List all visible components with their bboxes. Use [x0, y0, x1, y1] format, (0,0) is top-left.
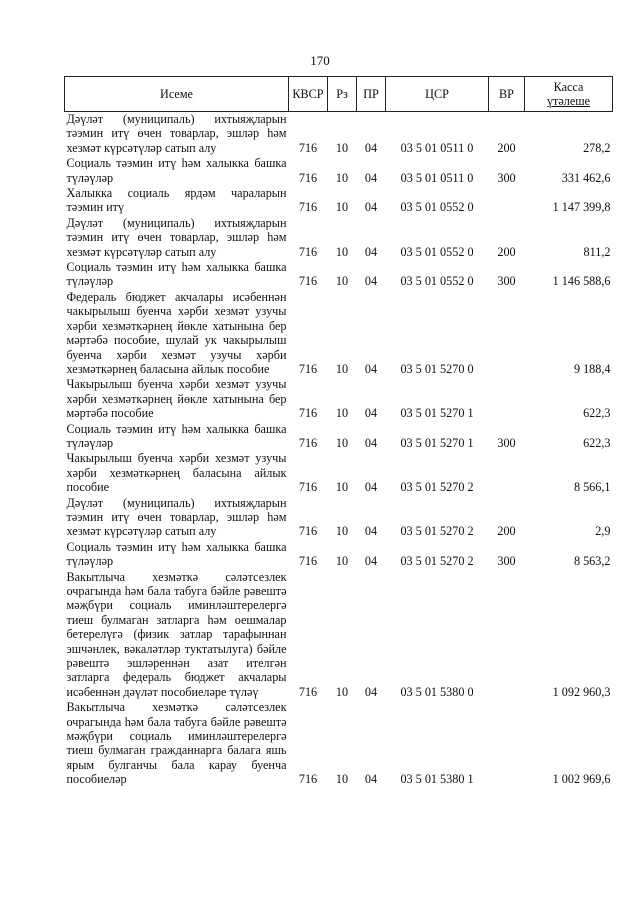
- row-sum: 1 146 588,6: [552, 274, 611, 289]
- row-csr: 03 5 01 5270 1: [400, 435, 474, 450]
- row-rz: 10: [335, 170, 349, 185]
- row-pr: 04: [364, 480, 378, 495]
- row-vr: 200: [497, 244, 516, 259]
- row-rz: 10: [335, 554, 349, 569]
- row-csr: 03 5 01 0552 0: [400, 244, 474, 259]
- table-row: [65, 290, 613, 377]
- header-csr: ЦСР: [386, 77, 489, 112]
- row-kvsr: 716: [298, 170, 318, 185]
- page-number: 170: [310, 53, 330, 68]
- row-rz: 10: [335, 524, 349, 539]
- row-sum: 811,2: [583, 244, 611, 259]
- table-row: [65, 112, 613, 157]
- row-name: Чакырылыш буенча хәрби хезмәт узучы хәрби хезмәткәрнең баласына айлык пособие: [66, 451, 287, 495]
- header-rz: Рз: [328, 77, 357, 112]
- row-pr: 04: [364, 274, 378, 289]
- row-vr: [489, 570, 525, 701]
- row-csr: 03 5 01 5270 0: [400, 361, 474, 376]
- row-rz: 10: [335, 244, 349, 259]
- row-rz: 10: [335, 684, 349, 699]
- row-pr: 04: [364, 684, 378, 699]
- row-rz: 10: [335, 140, 349, 155]
- row-name: Социаль тәэмин итү һәм халыкка башка түләүләр: [66, 539, 287, 569]
- row-rz: 10: [335, 435, 349, 450]
- row-name: Халыкка социаль ярдәм чараларын тәэмин итү: [66, 186, 287, 215]
- table-row: [65, 260, 613, 290]
- row-csr: 03 5 01 0552 0: [400, 274, 474, 289]
- header-sum: [525, 77, 613, 112]
- row-sum: 622,3: [583, 435, 611, 450]
- row-sum: 331 462,6: [561, 170, 611, 185]
- row-vr: 300: [497, 274, 516, 289]
- row-rz: 10: [335, 200, 349, 215]
- table-row: [65, 186, 613, 216]
- row-csr: 03 5 01 0511 0: [400, 170, 474, 185]
- row-name: Вакытлыча хезмәткә сәләтсезлек очрагында һәм бала табуга бәйле рәвештә мәҗбүри социаль иминләштерелергә тиеш булмаган затларга һәм оешмалар бетерелүгә (физик затлар тарафыннан эшчәнлек, вәкаләтләр туктатылуга) бәйле рәвештә эшләреннән азат ителгән затларга федераль бюджет акчалары исәбеннән дәүләт пособиеләре түләү: [66, 569, 287, 699]
- row-kvsr: 716: [298, 480, 318, 495]
- row-name: Дәүләт (муниципаль) ихтыяҗларын тәэмин итү өчен товарлар, эшләр һәм хезмәт күрсәтүләр сатып алу: [66, 112, 287, 155]
- row-name: Социаль тәэмин итү һәм халыкка башка түләүләр: [66, 156, 287, 185]
- row-rz: 10: [335, 361, 349, 376]
- row-csr: 03 5 01 5270 2: [400, 524, 474, 539]
- row-name: Вакытлыча хезмәткә сәләтсезлек очрагында һәм бала табуга бәйле рәвештә мәҗбүри социаль иминләштерелергә тиеш булмаган гражданнарга балага яшь ярым булганчы бала карау буенча пособиеләр: [66, 700, 287, 787]
- table-row: [65, 377, 613, 421]
- row-vr: [489, 700, 525, 787]
- row-sum: 8 563,2: [573, 554, 611, 569]
- row-kvsr: 716: [298, 524, 318, 539]
- row-name: Социаль тәэмин итү һәм халыкка башка түләүләр: [66, 421, 287, 450]
- row-csr: 03 5 01 0552 0: [400, 200, 474, 215]
- row-vr: [489, 186, 525, 216]
- table-row: [65, 156, 613, 186]
- row-csr: 03 5 01 0511 0: [400, 140, 474, 155]
- row-kvsr: 716: [298, 200, 318, 215]
- row-pr: 04: [364, 140, 378, 155]
- row-sum: 622,3: [583, 406, 611, 421]
- row-pr: 04: [364, 361, 378, 376]
- row-vr: [489, 451, 525, 495]
- row-vr: [489, 290, 525, 377]
- row-kvsr: 716: [298, 140, 318, 155]
- row-rz: 10: [335, 772, 349, 787]
- row-csr: 03 5 01 5270 2: [400, 554, 474, 569]
- row-name: Дәүләт (муниципаль) ихтыяҗларын тәэмин итү өчен товарлар, эшләр һәм хезмәт күрсәтүләр сатып алу: [66, 215, 287, 259]
- row-pr: 04: [364, 170, 378, 185]
- row-sum: 1 092 960,3: [552, 684, 611, 699]
- table-row: [65, 700, 613, 787]
- row-kvsr: 716: [298, 772, 318, 787]
- row-kvsr: 716: [298, 361, 318, 376]
- table-row: [65, 216, 613, 260]
- row-sum: 1 147 399,8: [552, 200, 611, 215]
- header-sum-line1: Касса: [553, 80, 584, 94]
- row-pr: 04: [364, 406, 378, 421]
- row-name: Федераль бюджет акчалары исәбеннән чакырылыш буенча хәрби хезмәт узучы хәрби хезмәткәрнең йөкле хатынына бер мәртәбә пособие, шулай ук чакырылыш буенча хәрби хезмәт узучы хәрби хезмәткәрнең баласына айлык пособие: [66, 289, 287, 376]
- row-vr: 200: [497, 140, 516, 155]
- row-pr: 04: [364, 772, 378, 787]
- header-sum-line2: үтәлеше: [546, 94, 591, 108]
- row-rz: 10: [335, 480, 349, 495]
- row-kvsr: 716: [298, 244, 318, 259]
- table-row: [65, 540, 613, 570]
- row-kvsr: 716: [298, 435, 318, 450]
- row-sum: 9 188,4: [573, 361, 611, 376]
- row-pr: 04: [364, 554, 378, 569]
- row-sum: 278,2: [583, 140, 611, 155]
- row-pr: 04: [364, 244, 378, 259]
- row-vr: [489, 377, 525, 421]
- row-vr: 300: [497, 170, 516, 185]
- table-body: [65, 112, 613, 788]
- budget-table: [64, 76, 613, 788]
- header-vr: ВР: [489, 77, 525, 112]
- table-row: [65, 570, 613, 701]
- row-rz: 10: [335, 274, 349, 289]
- row-csr: 03 5 01 5380 1: [400, 772, 474, 787]
- row-sum: 1 002 969,6: [552, 772, 611, 787]
- table-row: [65, 451, 613, 495]
- table-row: [65, 422, 613, 452]
- row-sum: 2,9: [595, 524, 611, 539]
- row-vr: 300: [497, 554, 516, 569]
- row-vr: 200: [497, 524, 516, 539]
- row-csr: 03 5 01 5270 1: [400, 406, 474, 421]
- row-name: Дәүләт (муниципаль) ихтыяҗларын тәэмин итү өчен товарлар, эшләр һәм хезмәт күрсәтүләр сатып алу: [66, 495, 287, 539]
- row-kvsr: 716: [298, 554, 318, 569]
- row-kvsr: 716: [298, 684, 318, 699]
- row-name: Социаль тәэмин итү һәм халыкка башка түләүләр: [66, 260, 287, 289]
- row-sum: 8 566,1: [573, 480, 611, 495]
- header-kvsr: КВСР: [289, 77, 328, 112]
- table-header: [65, 77, 613, 112]
- header-pr: ПР: [357, 77, 386, 112]
- row-csr: 03 5 01 5380 0: [400, 684, 474, 699]
- row-vr: 300: [497, 435, 516, 450]
- row-kvsr: 716: [298, 406, 318, 421]
- row-pr: 04: [364, 200, 378, 215]
- header-name: Исеме: [65, 77, 289, 112]
- row-rz: 10: [335, 406, 349, 421]
- table-row: [65, 496, 613, 540]
- row-csr: 03 5 01 5270 2: [400, 480, 474, 495]
- row-name: Чакырылыш буенча хәрби хезмәт узучы хәрби хезмәткәрнең йөкле хатынына бер мәртәбә пособие: [66, 377, 287, 421]
- row-kvsr: 716: [298, 274, 318, 289]
- row-pr: 04: [364, 524, 378, 539]
- row-pr: 04: [364, 435, 378, 450]
